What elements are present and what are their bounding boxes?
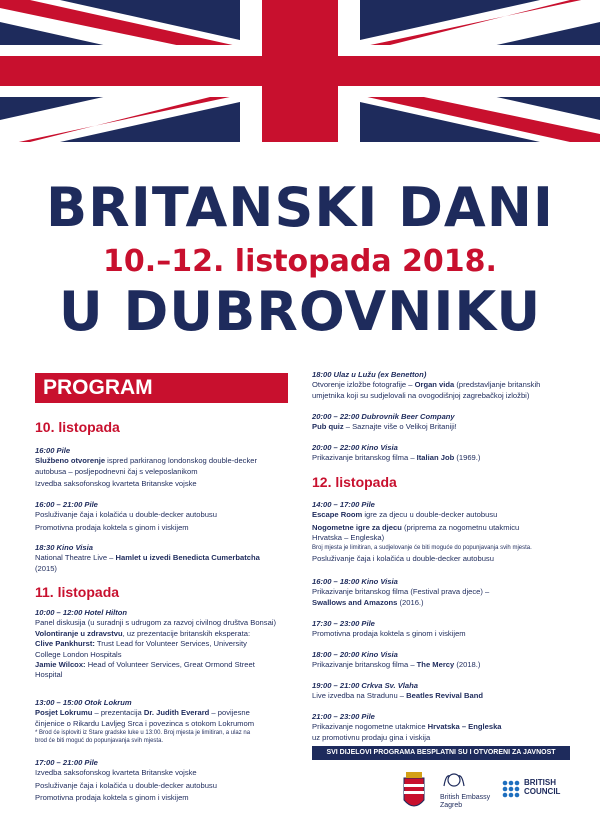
day-heading-12: 12. listopada — [312, 474, 397, 490]
event-block — [312, 577, 574, 608]
union-jack-flag — [0, 0, 600, 142]
event-note: Broj mjesta je limitiran, a sudjelovanje će biti moguće do popunjavanja svih mjesta. — [312, 544, 532, 551]
event-block — [35, 500, 293, 533]
event-text: (2018.) — [454, 660, 481, 670]
event-text: umjetnika koji su sudjelovali na ovogodišnjoj zagrebačkoj izložbi) — [312, 390, 530, 400]
event-text: Prikazivanje britanskog filma (Festival prava djece) – — [312, 587, 490, 597]
event-time: 14:00 – 17:00 Pile — [312, 500, 375, 509]
event-title: Organ vida — [414, 380, 455, 390]
event-time: 16:00 – 18:00 Kino Visia — [312, 577, 398, 586]
event-block — [35, 446, 293, 490]
event-time: 19:00 – 21:00 Crkva Sv. Vlaha — [312, 681, 418, 690]
event-title: The Mercy — [416, 660, 455, 670]
event-text: Izvedba saksofonskog kvarteta Britanske vojske — [35, 479, 197, 489]
event-text: Promotivna prodaja koktela s ginom i viskijem — [312, 629, 466, 639]
event-text: Hospital — [35, 670, 63, 680]
event-text: Trust Lead for Volunteer Services, University — [94, 639, 247, 649]
council-word-2: COUNCIL — [524, 787, 561, 796]
program-heading: PROGRAM — [35, 373, 288, 403]
event-time: 17:30 – 23:00 Pile — [312, 619, 375, 628]
event-text: – prezentacija — [92, 708, 144, 718]
event-block — [35, 698, 293, 745]
event-dates: 10.–12. listopada 2018. — [103, 244, 497, 279]
event-block — [35, 543, 293, 574]
event-text: Prikazivanje britanskog filma – — [312, 453, 417, 463]
event-text: Live izvedba na Stradunu – — [312, 691, 407, 701]
event-block — [312, 712, 574, 743]
event-note: brod će biti moguć do popunjavanja svih mjesta. — [35, 738, 164, 745]
embassy-name: British Embassy — [440, 794, 491, 801]
event-title: Jamie Wilcox: — [35, 660, 86, 670]
event-title: Posjet Lokrumu — [35, 708, 93, 718]
event-title: Escape Room — [312, 510, 363, 520]
event-text: Hrvatska – Engleska) — [312, 533, 385, 543]
event-time: 21:00 – 23:00 Pile — [312, 712, 375, 721]
day-heading-11: 11. listopada — [35, 584, 120, 600]
event-time: 16:00 – 21:00 Pile — [35, 500, 98, 509]
event-title: Dr. Judith Everard — [143, 708, 210, 718]
event-block — [312, 500, 574, 564]
day-heading-10: 10. listopada — [35, 419, 120, 435]
event-time: 16:00 Pile — [35, 446, 71, 455]
event-text: Prikazivanje nogometne utakmice — [312, 722, 428, 732]
event-time: 20:00 – 22:00 Dubrovnik Beer Company — [312, 412, 455, 421]
event-text: Head of Volunteer Services, Great Ormond Street — [85, 660, 255, 670]
event-text: Promotivna prodaja koktela s ginom i viskijem — [35, 793, 189, 803]
event-text: Otvorenje izložbe fotografije – — [312, 380, 415, 390]
event-text: (priprema za nogometnu utakmicu — [401, 522, 520, 532]
event-block — [35, 758, 293, 804]
event-text: Posluživanje čaja i kolačića u double-decker autobusu — [35, 510, 217, 520]
event-block — [312, 443, 574, 464]
event-text: (2016.) — [397, 597, 424, 607]
british-council-dots-icon — [502, 780, 520, 798]
event-text: National Theatre Live – — [35, 553, 116, 563]
event-time: 18:00 – 20:00 Kino Visia — [312, 650, 398, 659]
event-text: Prikazivanje britanskog filma – — [312, 660, 417, 670]
event-text: Panel diskusija (u suradnji s udrugom za razvoj civilnog društva Bonsai) — [35, 618, 277, 628]
event-block — [312, 619, 574, 640]
event-text: ispred parkiranog londonskog double-decker — [105, 456, 258, 466]
event-text: Izvedba saksofonskog kvarteta Britanske vojske — [35, 768, 197, 778]
event-block — [312, 370, 574, 401]
event-text: – povijesne — [209, 708, 250, 718]
free-entry-banner: SVI DIJELOVI PROGRAMA BESPLATNI SU I OTVORENI ZA JAVNOST — [312, 746, 570, 760]
dubrovnik-coat-of-arms-icon — [400, 770, 428, 814]
event-block — [35, 608, 293, 681]
event-time: 18:30 Kino Visia — [35, 543, 93, 552]
event-title: Volontiranje u zdravstvu — [35, 628, 123, 638]
title-line-1: BRITANSKI DANI — [46, 176, 554, 239]
event-text: (2015) — [35, 563, 57, 573]
event-time: 13:00 – 15:00 Otok Lokrum — [35, 698, 132, 707]
event-time: 18:00 Ulaz u Lužu (ex Benetton) — [312, 370, 427, 379]
title-line-2: U DUBROVNIKU — [58, 280, 542, 343]
embassy-logo-text — [440, 794, 500, 810]
event-time: 10:00 – 12:00 Hotel Hilton — [35, 608, 128, 617]
embassy-city: Zagreb — [440, 802, 463, 809]
event-text: College London Hospitals — [35, 649, 122, 659]
event-text: , uz prezentacije britanskih eksperata: — [122, 628, 251, 638]
event-text: – Saznajte više o Velikoj Britaniji! — [343, 422, 457, 432]
event-title: Hrvatska – Engleska — [427, 722, 502, 732]
event-block — [312, 650, 574, 671]
event-block — [312, 412, 574, 433]
event-title: Nogometne igre za djecu — [312, 522, 402, 532]
event-note: * Brod će isploviti iz Stare gradske luke u 13:00. Broj mjesta je limitiran, a ulaz na — [35, 730, 251, 737]
event-text: činjenice o Rikardu Lavljeg Srca i povezinca s otokom Lokrumom — [35, 718, 255, 728]
event-text: autobusa – posljepodnevni čaj s veleposlanikom — [35, 466, 198, 476]
embassy-crest-icon — [442, 770, 466, 790]
event-text: Posluživanje čaja i kolačića u double-decker autobusu — [312, 553, 494, 563]
event-time: 20:00 – 22:00 Kino Visia — [312, 443, 398, 452]
sponsor-logos — [400, 770, 570, 814]
event-title: Clive Pankhurst: — [35, 639, 95, 649]
event-title: Hamlet u izvedi Benedicta Cumerbatcha — [115, 553, 260, 563]
event-text: (predstavljanje britanskih — [454, 380, 541, 390]
event-title: Italian Job — [416, 453, 455, 463]
council-word-1: BRITISH — [524, 778, 556, 787]
event-text: Posluživanje čaja i kolačića u double-decker autobusu — [35, 780, 217, 790]
event-block — [312, 681, 574, 702]
event-text: Promotivna prodaja koktela s ginom i viskijem — [35, 522, 189, 532]
event-title: Swallows and Amazons — [312, 597, 398, 607]
british-council-logo-text — [524, 778, 560, 796]
event-title: Pub quiz — [312, 422, 344, 432]
event-time: 17:00 – 21:00 Pile — [35, 758, 98, 767]
event-text: (1969.) — [454, 453, 481, 463]
event-title: Službeno otvorenje — [35, 456, 106, 466]
event-text: uz promotivnu prodaju gina i viskija — [312, 732, 431, 742]
event-text: igre za djecu u double-decker autobusu — [362, 510, 498, 520]
event-title: Beatles Revival Band — [406, 691, 483, 701]
